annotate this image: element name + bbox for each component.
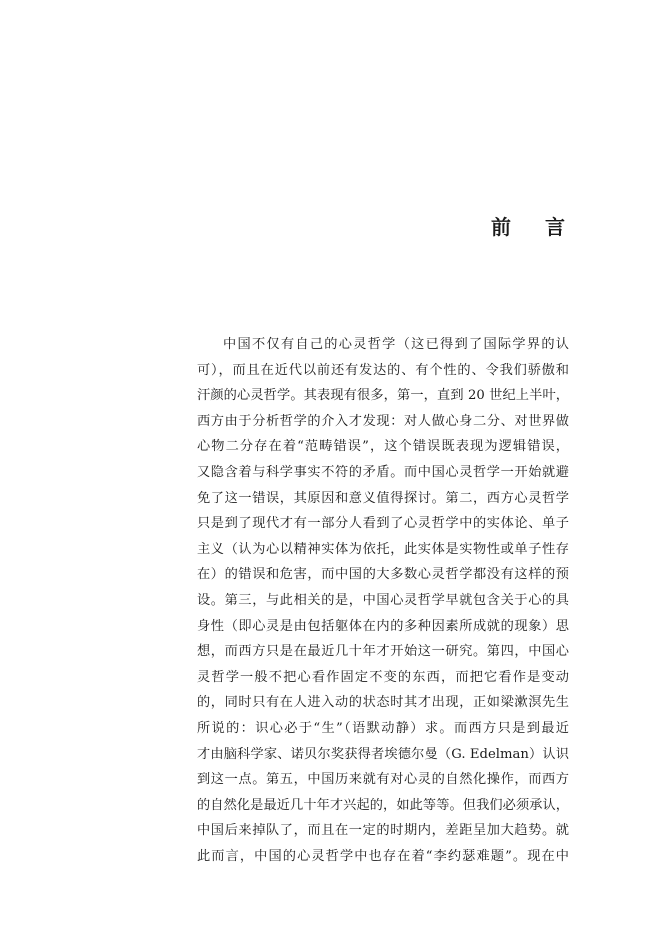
text-line: 可），而且在近代以前还有发达的、有个性的、令我们骄傲和 <box>197 362 569 378</box>
text-line: 中国后来掉队了，而且在一定的时期内，差距呈加大趋势。就 <box>197 823 569 839</box>
title-char-2: 言 <box>545 215 565 239</box>
text-line: 心物二分存在着“范畴错误”，这个错误既表现为逻辑错误， <box>197 439 569 455</box>
text-line: 主义（认为心以精神实体为依托，此实体是实物性或单子性存 <box>197 541 569 557</box>
text-line: 汗颜的心灵哲学。其表现有很多，第一，直到 20 世纪上半叶， <box>197 388 569 404</box>
text-line: 设。第三，与此相关的是，中国心灵哲学早就包含关于心的具 <box>197 592 569 608</box>
text-line: 身性（即心灵是由包括躯体在内的多种因素所成就的现象）思 <box>197 618 569 634</box>
text-line: 免了这一错误，其原因和意义值得探讨。第二，西方心灵哲学 <box>197 490 569 506</box>
text-line: 的自然化是最近几十年才兴起的，如此等等。但我们必须承认， <box>197 797 569 813</box>
text-line: 西方由于分析哲学的介入才发现：对人做心身二分、对世界做 <box>197 413 569 429</box>
preface-paragraph <box>197 332 569 869</box>
page-title <box>491 212 565 242</box>
text-line: 中国不仅有自己的心灵哲学（这已得到了国际学界的认 <box>223 337 569 352</box>
text-line: 想，而西方只是在最近几十年才开始这一研究。第四，中国心 <box>197 644 569 660</box>
text-line: 的，同时只有在人进入动的状态时其才出现，正如梁漱溟先生 <box>197 695 569 711</box>
text-line: 灵哲学一般不把心看作固定不变的东西，而把它看作是变动 <box>197 669 569 685</box>
text-line: 只是到了现代才有一部分人看到了心灵哲学中的实体论、单子 <box>197 516 569 532</box>
text-line: 此而言，中国的心灵哲学中也存在着“李约瑟难题”。现在中 <box>197 848 569 864</box>
text-line: 在）的错误和危害，而中国的大多数心灵哲学都没有这样的预 <box>197 567 569 583</box>
text-line: 到这一点。第五，中国历来就有对心灵的自然化操作，而西方 <box>197 772 569 788</box>
text-line: 才由脑科学家、诺贝尔奖获得者埃德尔曼（G. Edelman）认识 <box>197 746 569 762</box>
text-line: 又隐含着与科学事实不符的矛盾。而中国心灵哲学一开始就避 <box>197 464 569 480</box>
text-line: 所说的：识心必于“生”（语默动静）求。而西方只是到最近 <box>197 720 569 736</box>
title-char-1: 前 <box>491 215 511 239</box>
